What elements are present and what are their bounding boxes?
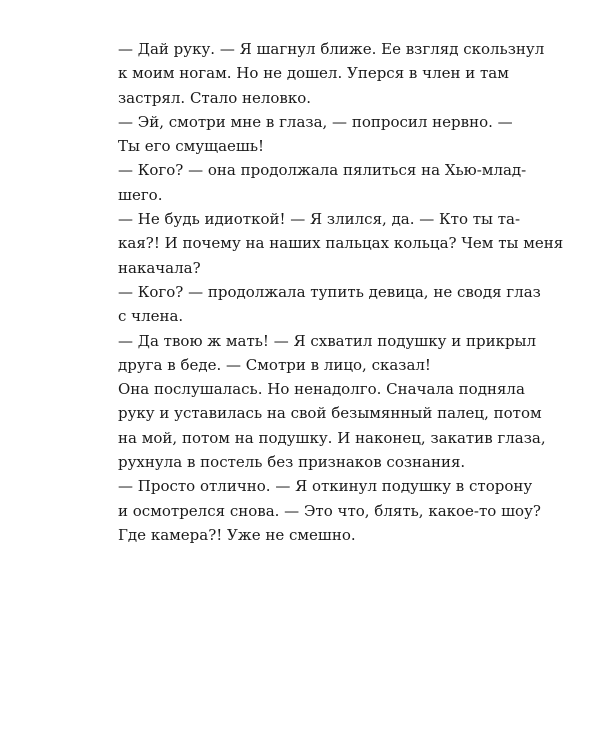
text-line: Ты его смущаешь! [118, 137, 265, 156]
text-line: застрял. Стало неловко. [118, 88, 312, 107]
text-line: накачала? [118, 258, 201, 277]
text-line: к моим ногам. Но не дошел. Уперся в член и там [118, 64, 509, 83]
text-line: — Просто отлично. — Я откинул подушку в сторону [118, 477, 533, 496]
text-line: с члена. [118, 307, 184, 326]
text-line: — Эй, смотри мне в глаза, — попросил нервно. — [118, 112, 513, 131]
text-line: — Кого? — она продолжала пялиться на Хью-млад- [118, 161, 527, 180]
text-line: Она послушалась. Но ненадолго. Сначала подняла [118, 380, 525, 399]
text-line: Где камера?! Уже не смешно. [118, 525, 356, 544]
text-line: и осмотрелся снова. — Это что, блять, какое-то шоу? [118, 501, 541, 520]
text-line: кая?! И почему на наших пальцах кольца? Чем ты меня [118, 234, 564, 253]
text-line: руку и уставилась на свой безымянный палец, потом [118, 404, 542, 423]
body-text [118, 37, 564, 547]
text-line: рухнула в постель без признаков сознания. [118, 453, 466, 472]
text-line: шего. [118, 185, 163, 204]
text-line: — Дай руку. — Я шагнул ближе. Ее взгляд скользнул [118, 40, 545, 58]
text-line: на мой, потом на подушку. И наконец, закатив глаза, [118, 428, 546, 447]
text-line: — Не будь идиоткой! — Я злился, да. — Кто ты та- [118, 210, 521, 229]
text-line: — Да твою ж мать! — Я схватил подушку и прикрыл [118, 331, 537, 350]
text-line: — Кого? — продолжала тупить девица, не сводя глаз [118, 282, 541, 301]
text-line: друга в беде. — Смотри в лицо, сказал! [118, 355, 431, 374]
